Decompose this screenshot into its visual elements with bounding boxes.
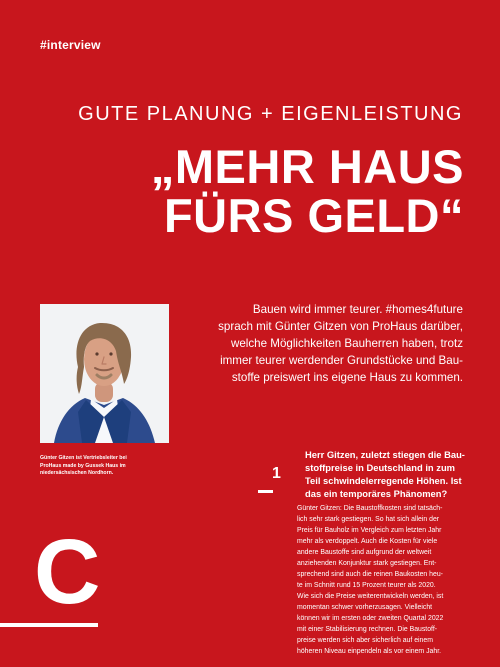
- question-line-4: das ein temporäres Phänomen?: [305, 488, 448, 499]
- answer-line-12: mit einer Stabilisierung rechnen. Die Baustoff-: [297, 626, 438, 633]
- answer-line-10: momentan schwer vorherzusagen. Vielleicht: [297, 604, 433, 611]
- question-line-2: stoffpreise in Deutschland in zum: [305, 462, 456, 473]
- intro-line-1: Bauen wird immer teurer. #homes4future: [252, 303, 463, 316]
- question-text: [305, 448, 475, 500]
- answer-line-9: Wie sich die Preise weiterentwickeln werden, ist: [297, 593, 444, 600]
- kicker-title: GUTE PLANUNG + EIGENLEISTUNG: [78, 103, 463, 125]
- answer-line-3: Preis für Bauholz im Vergleich zum letzten Jahr: [297, 527, 442, 534]
- question-line-1: Herr Gitzen, zuletzt stiegen die Bau-: [305, 449, 465, 460]
- answer-line-2: lich sehr stark gestiegen. So hat sich allein der: [297, 516, 440, 523]
- intro-text: [163, 301, 463, 386]
- caption-line-3: niedersächsischen Nordhorn.: [40, 470, 114, 476]
- answer-text: [297, 503, 477, 657]
- caption-line-1: Günter Gitzen ist Vertriebsleiter bei: [40, 455, 127, 461]
- intro-line-5: stoffe preiswert ins eigene Haus zu kommen.: [231, 371, 463, 384]
- answer-line-8: te im Schnitt rund 15 Prozent teurer als 2020.: [297, 582, 436, 589]
- headline-line-2: FÜRS GELD“: [163, 189, 464, 242]
- answer-line-7: sprechend sind auch die reinen Baukosten heu-: [297, 571, 443, 578]
- photo-caption: [40, 455, 175, 478]
- answer-line-1: Günter Gitzen: Die Baustoffkosten sind tatsäch-: [297, 505, 443, 512]
- question-number-text: 1: [272, 465, 281, 482]
- big-initial: C: [34, 521, 99, 623]
- question-number: [258, 466, 289, 496]
- bottom-rule: [0, 623, 98, 627]
- intro-line-3: welche Möglichkeiten Bauherren haben, trotz: [230, 337, 463, 350]
- right-eye: [109, 352, 112, 355]
- answer-line-13: preise werden sich aber sicherlich auf einem: [297, 637, 433, 644]
- question-line-3: Teil schwindelerregende Höhen. Ist: [305, 475, 462, 486]
- answer-line-5: andere Baustoffe sind aufgrund der weltweit: [297, 549, 432, 556]
- answer-line-11: können wir im ersten oder zweiten Quartal 2022: [297, 615, 444, 622]
- headline-line-1: „MEHR HAUS: [150, 140, 464, 193]
- headline: [124, 142, 464, 240]
- answer-line-6: anziehenden Konjunktur stark gestiegen. Ent-: [297, 560, 437, 567]
- answer-line-4: mehr als verdoppelt. Auch die Kosten für viele: [297, 538, 438, 545]
- portrait-illustration: [40, 304, 169, 443]
- left-eye: [95, 352, 98, 355]
- portrait-photo: [40, 304, 169, 443]
- intro-line-4: immer teurer werdender Grundstücke und Bau-: [220, 354, 463, 367]
- question-number-line: [258, 490, 273, 493]
- intro-line-2: sprach mit Günter Gitzen von ProHaus darüber,: [218, 320, 463, 333]
- answer-line-14: höheren Niveau einpendeln als vor einem Jahr.: [297, 648, 442, 655]
- caption-line-2: ProHaus made by Gussek Haus im: [40, 462, 126, 469]
- section-tag: #interview: [40, 38, 101, 52]
